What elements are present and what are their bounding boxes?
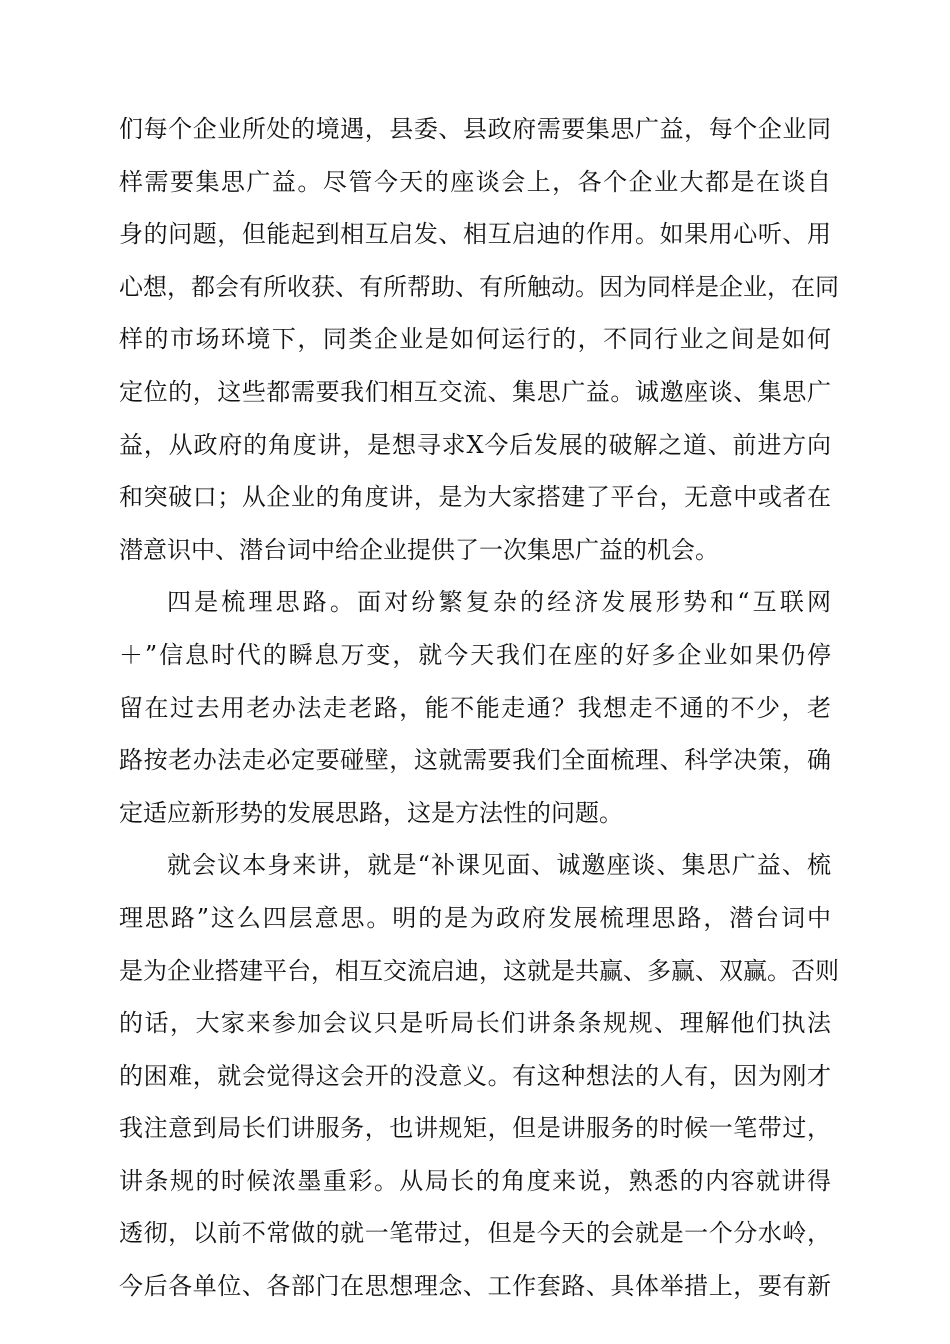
text-line: 益，从政府的角度讲，是想寻求X今后发展的破解之道、前进方向 [119,430,831,459]
text-line: 理思路”这么四层意思。明的是为政府发展梳理思路，潜台词中 [119,903,831,932]
body-text [119,103,839,1313]
text-line: 样的市场环境下，同类企业是如何运行的，不同行业之间是如何 [119,325,831,354]
text-line: 我注意到局长们讲服务，也讲规矩，但是讲服务的时候一笔带过， [119,1114,831,1143]
text-line: 透彻，以前不常做的就一笔带过，但是今天的会就是一个分水岭， [119,1219,831,1248]
text-line: 和突破口；从企业的角度讲，是为大家搭建了平台，无意中或者在 [119,483,831,512]
text-line: 样需要集思广益。尽管今天的座谈会上，各个企业大都是在谈自 [119,167,831,196]
paragraph-first-line: 四是梳理思路。面对纷繁复杂的经济发展形势和“互联网 [167,588,831,617]
text-line: 们每个企业所处的境遇，县委、县政府需要集思广益，每个企业同 [119,115,831,143]
text-line: 身的问题，但能起到相互启发、相互启迪的作用。如果用心听、用 [119,220,831,249]
text-line: 潜意识中、潜台词中给企业提供了一次集思广益的机会。 [119,535,719,564]
text-line: 的话，大家来参加会议只是听局长们讲条条规规、理解他们执法 [119,1009,831,1038]
paragraph-first-line: 就会议本身来讲，就是“补课见面、诚邀座谈、集思广益、梳 [167,851,831,880]
text-line: 路按老办法走必定要碰壁，这就需要我们全面梳理、科学决策，确 [119,746,831,775]
text-line: ＋”信息时代的瞬息万变，就今天我们在座的好多企业如果仍停 [119,640,831,669]
text-line: 心想，都会有所收获、有所帮助、有所触动。因为同样是企业，在同 [119,272,839,301]
text-line: 今后各单位、各部门在思想理念、工作套路、具体举措上，要有新 [119,1272,831,1301]
text-line: 是为企业搭建平台，相互交流启迪，这就是共赢、多赢、双赢。否则 [119,956,839,985]
text-line: 讲条规的时候浓墨重彩。从局长的角度来说，熟悉的内容就讲得 [119,1166,831,1195]
text-line: 的困难，就会觉得这会开的没意义。有这种想法的人有，因为刚才 [119,1061,831,1090]
text-line: 定位的，这些都需要我们相互交流、集思广益。诚邀座谈、集思广 [119,377,831,406]
text-line: 定适应新形势的发展思路，这是方法性的问题。 [119,798,623,827]
text-line: 留在过去用老办法走老路，能不能走通？我想走不通的不少，老 [119,693,831,722]
